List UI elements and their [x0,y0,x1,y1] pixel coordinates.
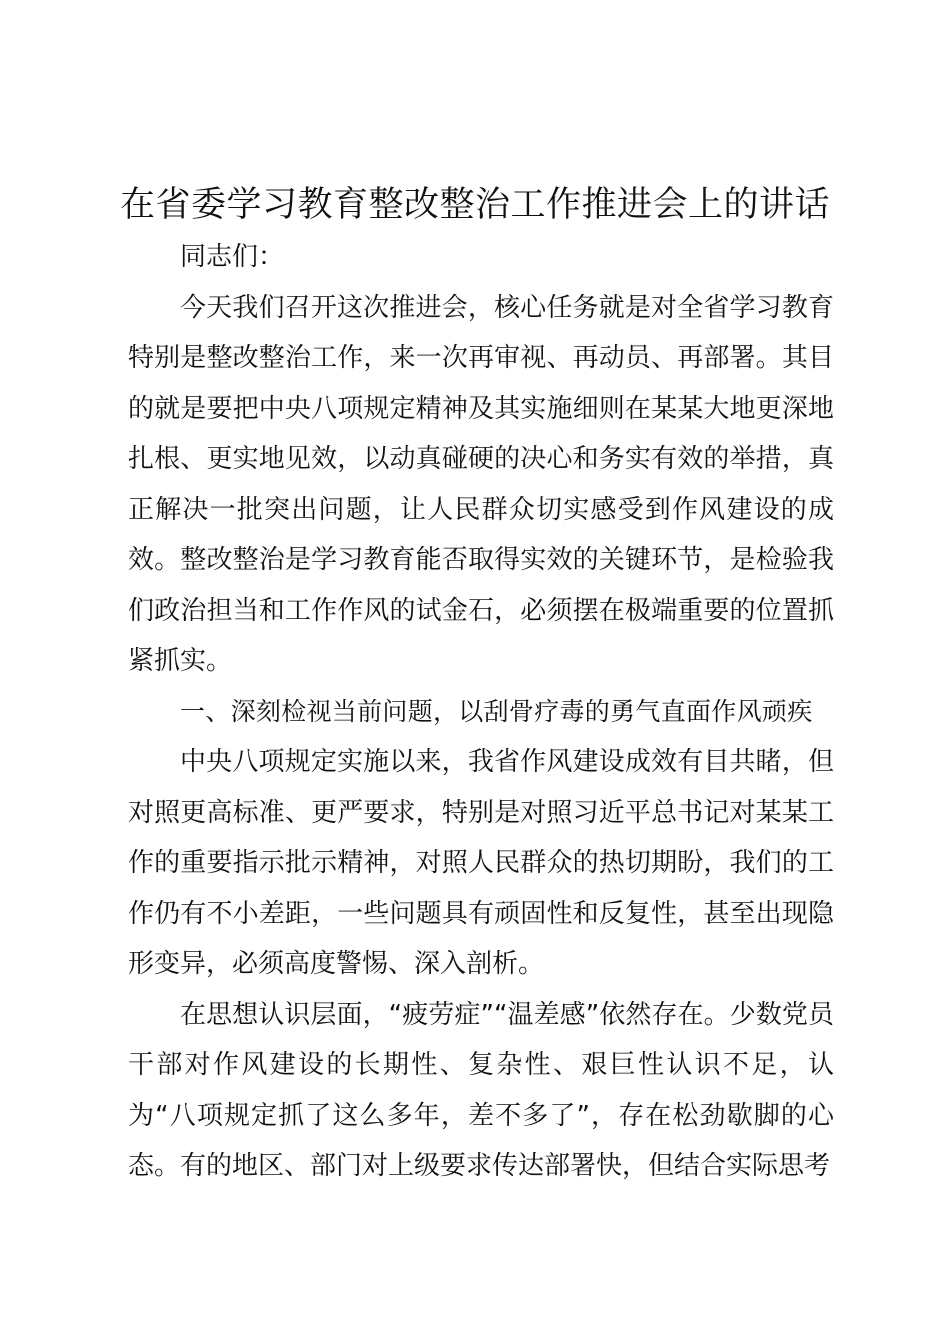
document-body [128,232,834,1192]
paragraph-thinking-level: 在思想认识层面，“疲劳症”“温差感”依然存在。少数党员干部对作风建设的长期性、复杂性、艰巨性认识不足，认为“八项规定抓了这么多年，差不多了”，存在松劲歇脚的心态。有的地区、部门对上级要求传达部署快，但结合实际思考 [128,999,834,1181]
section-heading-1: 一、深刻检视当前问题，以刮骨疗毒的勇气直面作风顽疾 [180,696,813,726]
paragraph-section-1-overview: 中央八项规定实施以来，我省作风建设成效有目共睹，但对照更高标准、更严要求，特别是对照习近平总书记对某某工作的重要指示批示精神，对照人民群众的热切期盼，我们的工作仍有不小差距，一些问题具有顽固性和反复性，甚至出现隐形变异，必须高度警惕、深入剖析。 [128,747,834,979]
paragraph-intro: 今天我们召开这次推进会，核心任务就是对全省学习教育特别是整改整治工作，来一次再审视、再动员、再部署。其目的就是要把中央八项规定精神及其实施细则在某某大地更深地扎根、更实地见效，以动真碰硬的决心和务实有效的举措，真正解决一批突出问题，让人民群众切实感受到作风建设的成效。整改整治是学习教育能否取得实效的关键环节，是检验我们政治担当和工作作风的试金石，必须摆在极端重要的位置抓紧抓实。 [128,292,834,676]
document-title: 在省委学习教育整改整治工作推进会上的讲话 [119,185,830,225]
salutation: 同志们： [180,242,285,272]
